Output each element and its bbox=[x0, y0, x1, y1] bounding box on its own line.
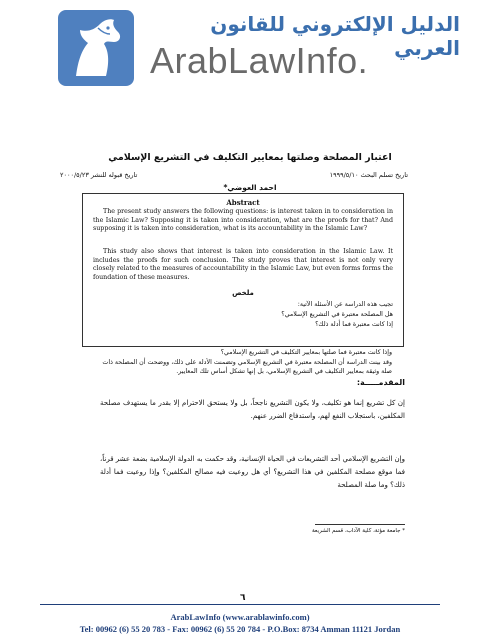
arabic-abstract-heading: ملخص bbox=[232, 289, 254, 297]
author-name: احمد العوضي* bbox=[223, 183, 277, 192]
arabic-abstract-line: وإذا كانت معتبرة فما صلتها بمعايير التكليف في التشريع الإسلامي؟ bbox=[220, 349, 392, 356]
footnote: * جامعة مؤتة، كلية الآداب، قسم الشريعة bbox=[311, 528, 405, 534]
footnote-divider bbox=[315, 524, 405, 525]
footer-website: ArabLawInfo (www.arablawinfo.com) bbox=[170, 612, 310, 622]
body-paragraph-1: إن كل تشريع إنما هو تكليف، ولا يكون التشريع ناجحاً، بل ولا يستحق الاحترام إلا بقدر ما يستهدف مصلحة المكلفين، باستجلاب النفع لهم، واستدفاع الضرر عنهم. bbox=[100, 399, 405, 420]
page-number: ٦ bbox=[240, 593, 246, 603]
abstract-paragraph-1: The present study answers the following questions: is interest taken in to consideration in the Islamic Law? Supposing it is taken into consideration, what are the proofs for that? And supposing it is taken into consideration, what is its accountability in the Islamic Law? bbox=[93, 208, 393, 233]
arabic-abstract-line: تجيب هذه الدراسة عن الأسئلة الآتية: bbox=[297, 301, 393, 308]
introduction-heading: المقدمـــــة: bbox=[356, 378, 405, 387]
date-accepted: تاريخ قبوله للنشر ٢٠٠٠/٥/٢٣ bbox=[60, 171, 138, 179]
footer-contact: Tel: 00962 (6) 55 20 783 - Fax: 00962 (6) 55 20 784 - P.O.Box: 8734 Amman 11121 Jordan bbox=[79, 624, 401, 634]
body-paragraph-2: وإن التشريع الإسلامي أحد التشريعات في الحياة الإنسانية، وقد حكمت به الدولة الإسلامية بضعة عشر قرناً، فما موقع مصلحة المكلفين في هذا التشريع؟ أي هل روعيت فيه مصالح المكلفين؟ وإذا روعيت فما أدلة ذلك؟ وما صلة المصلحة bbox=[100, 455, 405, 489]
arabic-abstract-line: وقد بينت الدراسة أن المصلحة معتبرة في التشريع الإسلامي وتضمنت الأدلة على ذلك، ووضحت أن المصلحة ذات صلة وثيقة بمعايير التكليف في التشريع الإسلامي، بل إنها تشكل أساس تلك المعايير. bbox=[102, 359, 392, 375]
abstract-heading: Abstract bbox=[226, 198, 260, 207]
article-title: اعتبار المصلحة وصلتها بمعايير التكليف في التشريع الإسلامي bbox=[108, 152, 392, 163]
arabic-abstract-line: هل المصلحة معتبرة في التشريع الإسلامي؟ bbox=[281, 311, 393, 318]
arabic-abstract-line: إذا كانت معتبرة فما أدلة ذلك؟ bbox=[315, 321, 393, 328]
brand-name: ArabLawInfo. bbox=[150, 40, 369, 81]
horse-head-icon bbox=[58, 10, 134, 86]
site-arabic-title: الدليل الإلكتروني للقانون العربي bbox=[210, 12, 460, 60]
footer-divider bbox=[40, 604, 440, 605]
abstract-paragraph-2: This study also shows that interest is taken into consideration in the Islamic Law. It includes the proofs for such conclusion. The study proves that interest is not only very closely related to the measures of accountability in the Islamic Law, but even forms forms the foundation of these measures. bbox=[93, 248, 393, 281]
logo bbox=[58, 10, 134, 86]
abstract-box bbox=[82, 193, 404, 347]
date-received: تاريخ تسلم البحث ١٩٩٩/٥/١٠ bbox=[329, 171, 408, 179]
